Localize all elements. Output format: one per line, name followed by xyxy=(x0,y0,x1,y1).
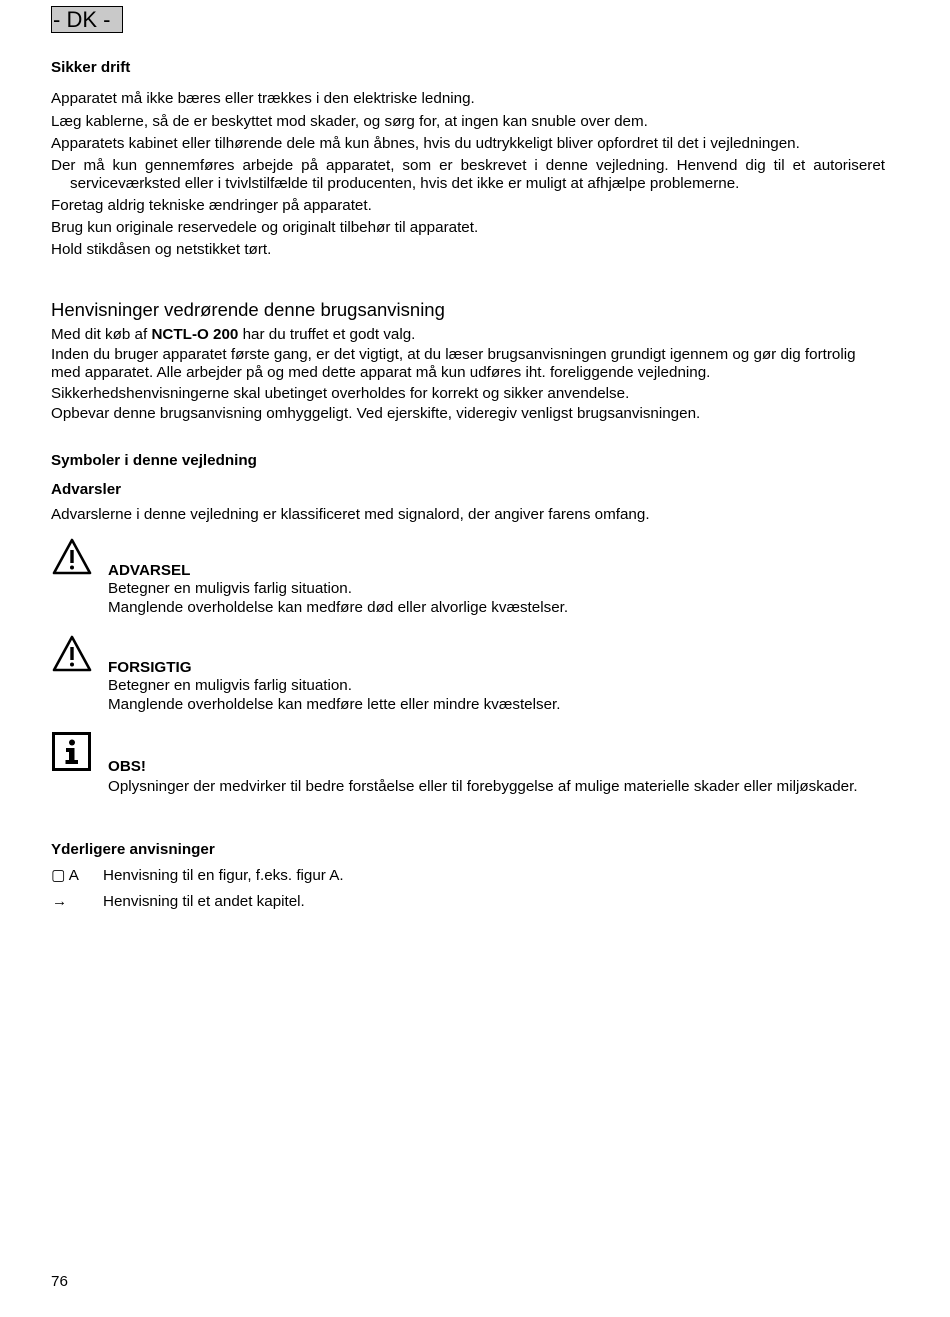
product-name: NCTL-O 200 xyxy=(151,326,239,343)
notice-info xyxy=(108,758,873,797)
notice-caution xyxy=(108,659,888,714)
reference-row xyxy=(51,867,651,887)
page-number: 76 xyxy=(51,1273,68,1290)
section-heading-safe-operation: Sikker drift xyxy=(51,59,131,76)
section-heading-manual-notes: Henvisninger vedrørende denne brugsanvisning xyxy=(51,299,445,320)
safety-item: Apparatets kabinet eller tilhørende dele må kun åbnes, hvis du udtrykkeligt bliver opfordret til det i vejledningen. xyxy=(51,135,800,152)
manual-paragraph: Inden du bruger apparatet første gang, er det vigtigt, at du læser brugsanvisningen grundigt igennem og gør dig fortrolig med apparatet. Alle arbejder på og med dette apparat må kun udføres iht. foreliggende vejledning. xyxy=(51,346,856,381)
safety-item: Brug kun originale reservedele og originalt tilbehør til apparatet. xyxy=(51,219,479,236)
intro-text-before: Med dit køb af xyxy=(51,326,152,343)
safety-item: Læg kablerne, så de er beskyttet mod skader, og sørg for, at ingen kan snuble over dem. xyxy=(51,113,648,130)
safety-item: Foretag aldrig tekniske ændringer på apparatet. xyxy=(51,197,372,214)
section-heading-symbols: Symboler i denne vejledning xyxy=(51,452,257,469)
section-heading-further: Yderligere anvisninger xyxy=(51,841,215,858)
language-label: - DK - xyxy=(51,6,123,33)
safety-item: Apparatet må ikke bæres eller trækkes i den elektriske ledning. xyxy=(51,90,475,107)
notice-line: Betegner en muligvis farlig situation. xyxy=(108,677,352,695)
warning-triangle-icon xyxy=(51,536,93,578)
intro-text-after: har du truffet et godt valg. xyxy=(238,326,416,343)
info-icon xyxy=(51,731,93,773)
notice-line: Manglende overholdelse kan medføre lette eller mindre kvæstelser. xyxy=(108,695,561,713)
safety-item: Der må kun gennemføres arbejde på apparatet, som er beskrevet i denne vejledning. Henvend dig til et autoriseret serviceværksted eller i tvivlstilfælde til producenten, hvis det ikke er muligt at afhjælpe problemerne. xyxy=(51,157,885,192)
warning-triangle-icon xyxy=(51,633,93,675)
notice-title: OBS! xyxy=(108,758,146,775)
manual-paragraph: Sikkerhedshenvisningerne skal ubetinget overholdes for korrekt og sikker anvendelse. xyxy=(51,385,630,402)
notice-title: FORSIGTIG xyxy=(108,659,192,676)
intro-paragraph xyxy=(51,326,885,344)
manual-paragraph: Opbevar denne brugsanvisning omhyggeligt. Ved ejerskifte, videregiv venligst brugsanvisningen. xyxy=(51,405,701,422)
notice-line: Betegner en muligvis farlig situation. xyxy=(108,580,352,598)
notice-warning xyxy=(108,562,888,617)
subheading-warnings: Advarsler xyxy=(51,481,122,498)
arrow-right-icon: → xyxy=(52,893,68,910)
notice-title: ADVARSEL xyxy=(108,562,191,579)
reference-text: Henvisning til en figur, f.eks. figur A. xyxy=(103,867,344,884)
figure-reference-icon: ▢ A xyxy=(51,867,79,884)
safety-item: Hold stikdåsen og netstikket tørt. xyxy=(51,241,272,258)
reference-row xyxy=(51,893,651,913)
warnings-intro: Advarslerne i denne vejledning er klassificeret med signalord, der angiver farens omfang. xyxy=(51,506,650,523)
notice-line: Manglende overholdelse kan medføre død eller alvorlige kvæstelser. xyxy=(108,598,569,616)
notice-line: Oplysninger der medvirker til bedre forståelse eller til forebyggelse af mulige materielle skader eller miljøskader. xyxy=(108,778,858,796)
reference-text: Henvisning til et andet kapitel. xyxy=(103,893,305,910)
